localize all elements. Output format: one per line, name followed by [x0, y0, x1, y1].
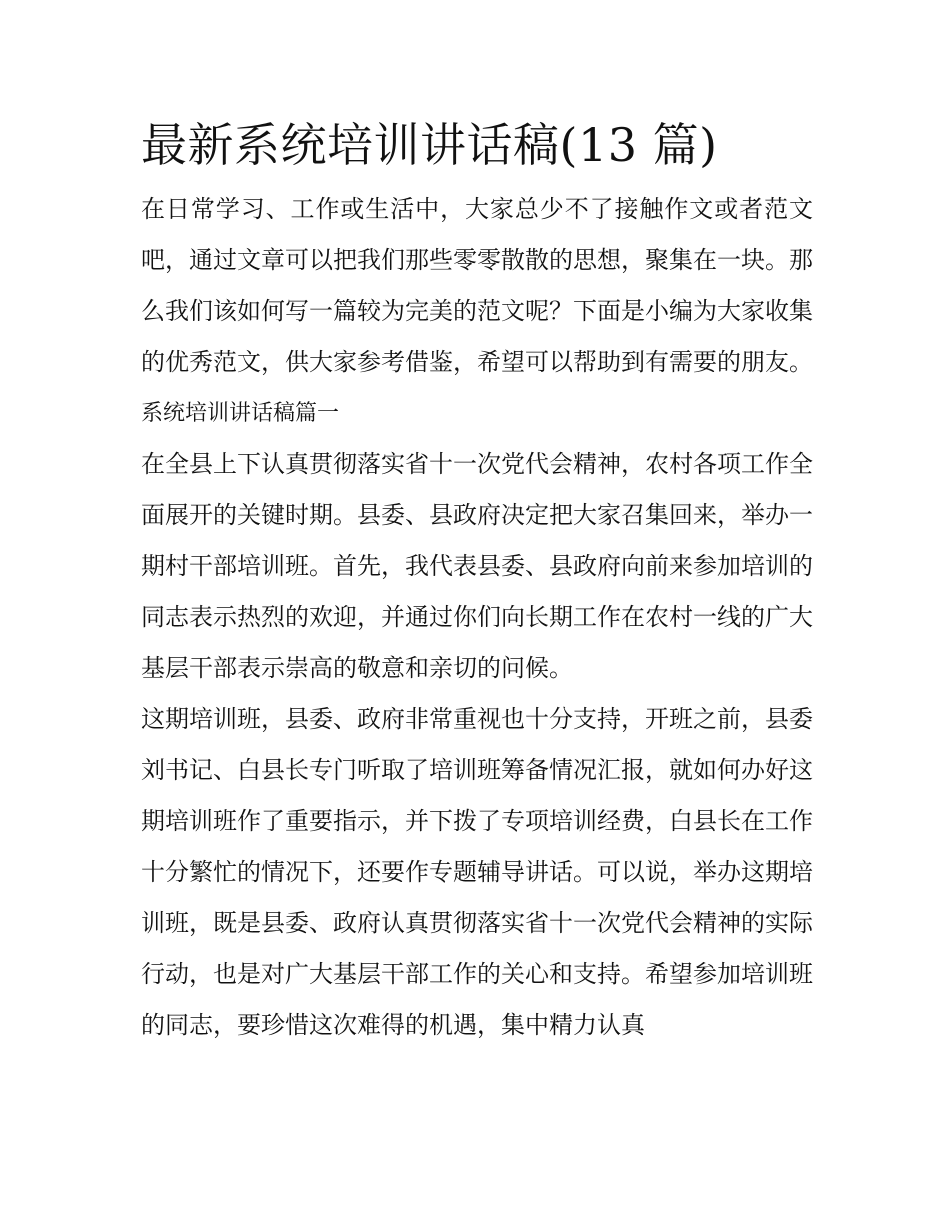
body-paragraph-1: 在全县上下认真贯彻落实省十一次党代会精神，农村各项工作全面展开的关键时期。县委、县政府决定把大家召集回来，举办一期村干部培训班。首先，我代表县委、县政府向前来参加培训的同志表示热烈的欢迎，并通过你们向长期工作在农村一线的广大基层干部表示崇高的敬意和亲切的问候。 [141, 450, 813, 682]
document-page [141, 112, 813, 1051]
section-heading: 系统培训讲话稿篇一 [141, 401, 340, 426]
body-paragraph-2: 这期培训班，县委、政府非常重视也十分支持，开班之前，县委刘书记、白县长专门听取了培训班筹备情况汇报，就如何办好这期培训班作了重要指示，并下拨了专项培训经费，白县长在工作十分繁忙的情况下，还要作专题辅导讲话。可以说，举办这期培训班，既是县委、政府认真贯彻落实省十一次党代会精神的实际行动，也是对广大基层干部工作的关心和支持。希望参加培训班的同志，要珍惜这次难得的机遇，集中精力认真 [141, 705, 813, 1039]
intro-paragraph: 在日常学习、工作或生活中，大家总少不了接触作文或者范文吧，通过文章可以把我们那些零零散散的思想，聚集在一块。那么我们该如何写一篇较为完美的范文呢？下面是小编为大家收集的优秀范文，供大家参考借鉴，希望可以帮助到有需要的朋友。 [141, 195, 813, 376]
document-title: 最新系统培训讲话稿(13 篇) [141, 118, 718, 172]
